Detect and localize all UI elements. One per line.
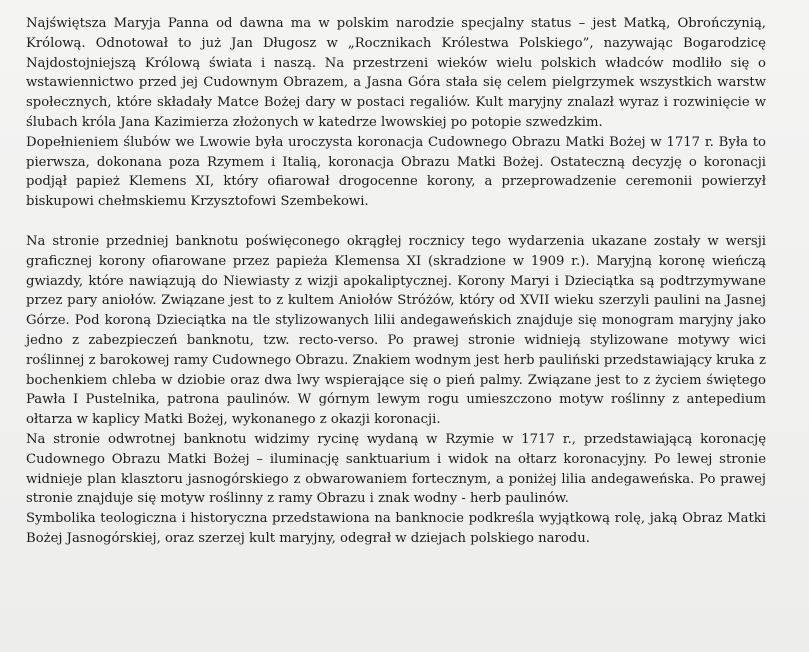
paragraph-banknote-back: Na stronie odwrotnej banknotu widzimy rycinę wydaną w Rzymie w 1717 r., przedstawiającą koronację Cudownego Obrazu Matki Bożej – iluminację sanktuarium i widok na ołtarz koronacyjny. Po lewej stronie widnieje plan klasztoru jasnogórskiego z obwarowaniem fortecznym, a poniżej lilia andegaweńska. Po prawej stronie znajduje się motyw roślinny z ramy Obrazu i znak wodny - herb paulinów. <box>26 431 766 507</box>
paragraph-banknote-front: Na stronie przedniej banknotu poświęconego okrągłej rocznicy tego wydarzenia ukazane zostały w wersji graficznej korony ofiarowane przez papieża Klemensa XI (skradzione w 1909 r.). Maryjną koronę wieńczą gwiazdy, które nawiązują do Niewiasty z wizji apokaliptycznej. Korony Maryi i Dzieciątka są podtrzymywane przez pary aniołów. Związane jest to z kultem Aniołów Stróżów, który od XVII wieku szerzyli paulini na Jasnej Górze. Pod koroną Dzieciątka na tle stylizowanych lilii andegaweńskich znajduje się monogram maryjny jako jedno z zabezpieczeń banknotu, tzw. recto-verso. Po prawej stronie widnieją stylizowane motywy wici roślinnej z barokowej ramy Cudownego Obrazu. Znakiem wodnym jest herb pauliński przedstawiający kruka z bochenkiem chleba w dziobie oraz dwa lwy wspierające się o pień palmy. Związane jest to z życiem świętego Pawła I Pustelnika, patrona paulinów. W górnym lewym rogu umieszczono motyw roślinny z antepedium ołtarza w kaplicy Matki Bożej, wykonanego z okazji koronacji. <box>26 233 766 428</box>
document-body <box>26 14 766 549</box>
paragraph-history: Najświętsza Maryja Panna od dawna ma w polskim narodzie specjalny status – jest Matką, Obrończynią, Królową. Odnotował to już Jan Długosz w „Rocznikach Królestwa Polskiego”, nazywając Bogarodzicę Najdostojniejszą Królową świata i naszą. Na przestrzeni wieków wielu polskich władców modliło się o wstawiennictwo przed jej Cudownym Obrazem, a Jasna Góra stała się celem pielgrzymek wszystkich warstw społecznych, które składały Matce Bożej dary w postaci regaliów. Kult maryjny znalazł wyraz i rozwinięcie w ślubach króla Jana Kazimierza złożonych w katedrze lwowskiej po potopie szwedzkim. <box>26 16 766 130</box>
paragraph-symbolism: Symbolika teologiczna i historyczna przedstawiona na banknocie podkreśla wyjątkową rolę, jaką Obraz Matki Bożej Jasnogórskiej, oraz szerzej kult maryjny, odegrał w dziejach polskiego narodu. <box>26 511 766 546</box>
paragraph-coronation: Dopełnieniem ślubów we Lwowie była uroczysta koronacja Cudownego Obrazu Matki Bożej w 1717 r. Była to pierwsza, dokonana poza Rzymem i Italią, koronacja Obrazu Matki Bożej. Ostateczną decyzję o koronacji podjął papież Klemens XI, który ofiarował drogocenne korony, a przeprowadzenie ceremonii powierzył biskupowi chełmskiemu Krzysztofowi Szembekowi. <box>26 134 766 210</box>
paragraph-spacer <box>26 212 766 232</box>
